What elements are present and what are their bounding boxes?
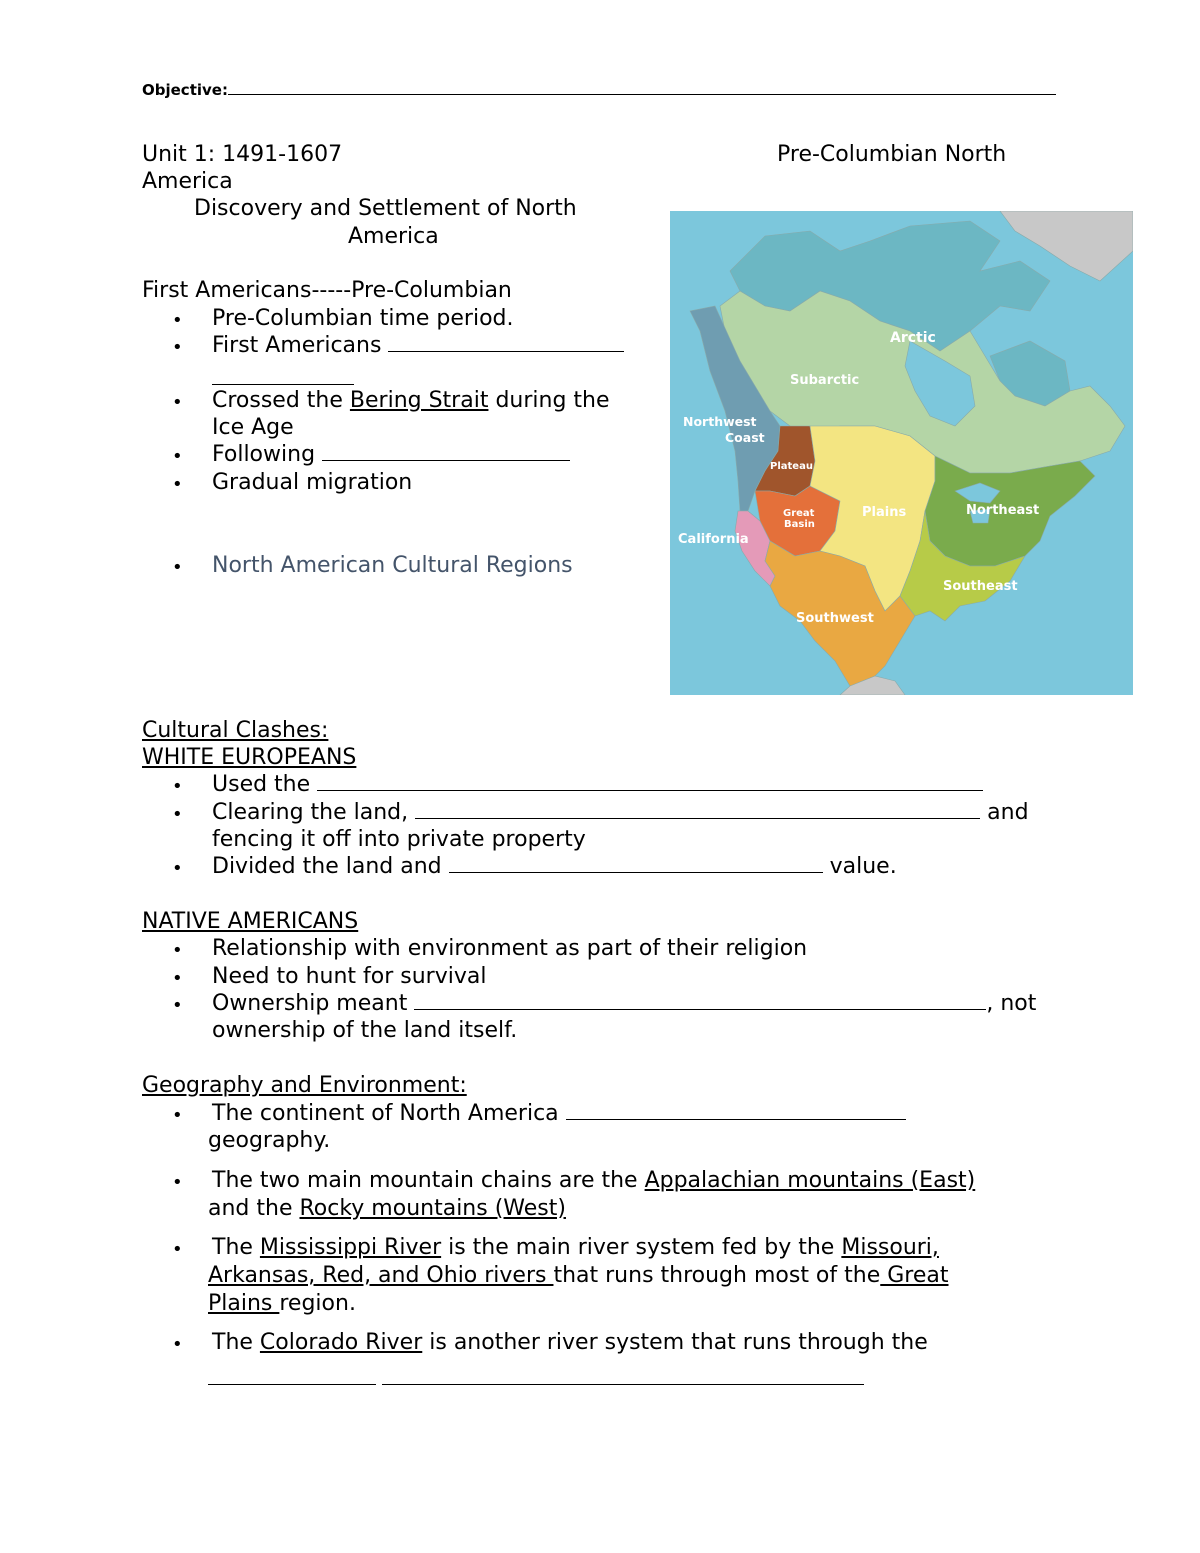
fa-blank-2-cont [212, 366, 354, 385]
fa-bullet-2-text: First Americans [212, 333, 382, 358]
map-label-plateau: Plateau [770, 461, 813, 472]
na-bullet-2: Need to hunt for survival [212, 964, 487, 989]
geo-bullet-3-mid: is the main river system fed by the [441, 1235, 842, 1260]
we-bullet-3 [212, 854, 897, 879]
bullet-icon: • [172, 995, 183, 1016]
geo-bullet-1-cont: geography. [208, 1128, 331, 1153]
na-bullet-3 [212, 991, 1036, 1016]
fa-bullet-4 [212, 442, 570, 467]
fa-bullet-4-text: Following [212, 442, 316, 467]
bullet-icon: • [172, 940, 183, 961]
page-title: Pre-Columbian North [777, 142, 1007, 167]
bullet-icon: • [172, 1239, 183, 1260]
plains-text: Plains [208, 1291, 280, 1316]
great-text: Great [880, 1263, 949, 1288]
na-bullet-3-post: , not [986, 991, 1037, 1016]
map-label-california: California [678, 532, 749, 547]
objective-blank [228, 80, 1056, 95]
bullet-icon: • [172, 337, 183, 358]
we-bullet-2-post: and [980, 800, 1029, 825]
subtitle-line-1: Discovery and Settlement of North [194, 196, 577, 221]
geo-bullet-2-cont [208, 1196, 566, 1221]
appalachian-text: Appalachian mountains (East) [644, 1168, 976, 1193]
map-label-plains: Plains [862, 505, 907, 520]
na-bullet-3-text: Ownership meant [212, 991, 408, 1016]
geo-bullet-2 [212, 1168, 975, 1193]
geo-bullet-4-pre: The [212, 1330, 260, 1355]
bullet-icon: • [172, 968, 183, 989]
objective-row [142, 76, 1056, 101]
bering-strait-text: Bering Strait [349, 388, 489, 413]
geo-bullet-2-pre: The two main mountain chains are the [212, 1168, 645, 1193]
white-europeans-heading: WHITE EUROPEANS [142, 745, 357, 770]
bullet-icon: • [172, 1105, 183, 1126]
rocky-text: Rocky mountains (West) [299, 1196, 566, 1221]
geo-bullet-1 [212, 1101, 906, 1126]
fa-bullet-2 [212, 333, 624, 358]
na-bullet-3-cont: ownership of the land itself. [212, 1018, 518, 1043]
cultural-regions-link[interactable]: North American Cultural Regions [212, 553, 573, 578]
geo-bullet-3 [212, 1235, 939, 1260]
we-bullet-1-text: Used the [212, 772, 311, 797]
bullet-icon: • [172, 804, 183, 825]
mississippi-text: Mississippi River [259, 1235, 442, 1260]
geo-blank-4b [382, 1366, 864, 1385]
geography-heading: Geography and Environment: [142, 1073, 467, 1098]
rivers-text: Arkansas, Red, and Ohio rivers [208, 1263, 554, 1288]
map-label-northwest-1: Northwest [683, 414, 757, 429]
geo-bullet-3-pre: The [212, 1235, 260, 1260]
we-bullet-1 [212, 772, 983, 797]
bullet-icon: • [172, 446, 183, 467]
fa-blank-4 [322, 442, 570, 461]
bullet-icon: • [172, 776, 183, 797]
objective-label: Objective: [142, 81, 228, 99]
we-bullet-3-text: Divided the land and [212, 854, 442, 879]
we-bullet-3-post: value. [822, 854, 897, 879]
bullet-icon: • [172, 1334, 183, 1355]
map-label-southwest: Southwest [796, 611, 874, 626]
bullet-icon: • [172, 474, 183, 495]
cultural-clashes-heading: Cultural Clashes: [142, 718, 329, 743]
map-label-subarctic: Subarctic [790, 373, 860, 388]
geo-bullet-2-and: and the [208, 1196, 300, 1221]
fa-bullet-3-cont: Ice Age [212, 415, 294, 440]
geo-blank-1 [566, 1101, 906, 1120]
geo-bullet-3-cont2 [208, 1291, 356, 1316]
geo-bullet-4-post: is another river system that runs through the [422, 1330, 928, 1355]
bullet-icon: • [172, 1172, 183, 1193]
unit-title: Unit 1: 1491-1607 [142, 142, 343, 167]
bullet-icon: • [172, 310, 183, 331]
map-label-northeast: Northeast [966, 503, 1040, 518]
native-americans-heading: NATIVE AMERICANS [142, 909, 359, 934]
cultural-regions-map [670, 211, 1133, 695]
page-title-continuation: America [142, 169, 233, 194]
geo-bullet-3-end: region. [279, 1291, 356, 1316]
first-americans-heading: First Americans-----Pre-Columbian [142, 278, 512, 303]
fa-bullet-3 [212, 388, 610, 413]
map-label-great-basin-1: Great [783, 508, 815, 519]
fa-bullet-1: Pre-Columbian time period. [212, 306, 514, 331]
geo-bullet-3-mid2: that runs through most of the [553, 1263, 881, 1288]
map-label-southeast: Southeast [943, 579, 1018, 594]
na-blank-3 [414, 991, 986, 1010]
missouri-text: Missouri, [841, 1235, 939, 1260]
we-bullet-2-cont: fencing it off into private property [212, 827, 586, 852]
we-bullet-2 [212, 800, 1029, 825]
colorado-text: Colorado River [259, 1330, 423, 1355]
geo-blank-4a [208, 1366, 376, 1385]
fa-bullet-5: Gradual migration [212, 470, 413, 495]
geo-bullet-3-cont [208, 1263, 949, 1288]
fa-bullet-3-post: during the [488, 388, 610, 413]
fa-blank-2 [388, 333, 624, 352]
we-blank-2 [415, 800, 980, 819]
subtitle-line-2: America [348, 224, 439, 249]
na-bullet-1: Relationship with environment as part of their religion [212, 936, 808, 961]
we-bullet-2-text: Clearing the land, [212, 800, 409, 825]
fa-bullet-3-pre: Crossed the [212, 388, 350, 413]
map-label-great-basin-2: Basin [784, 519, 815, 530]
bullet-icon: • [172, 392, 183, 413]
geo-bullet-1-text: The continent of North America [212, 1101, 559, 1126]
map-label-arctic: Arctic [890, 330, 936, 346]
we-blank-3 [449, 854, 823, 873]
we-blank-1 [317, 772, 983, 791]
geo-bullet-4 [212, 1330, 928, 1355]
map-label-northwest-2: Coast [725, 430, 765, 445]
bullet-icon: • [172, 557, 183, 578]
bullet-icon: • [172, 858, 183, 879]
